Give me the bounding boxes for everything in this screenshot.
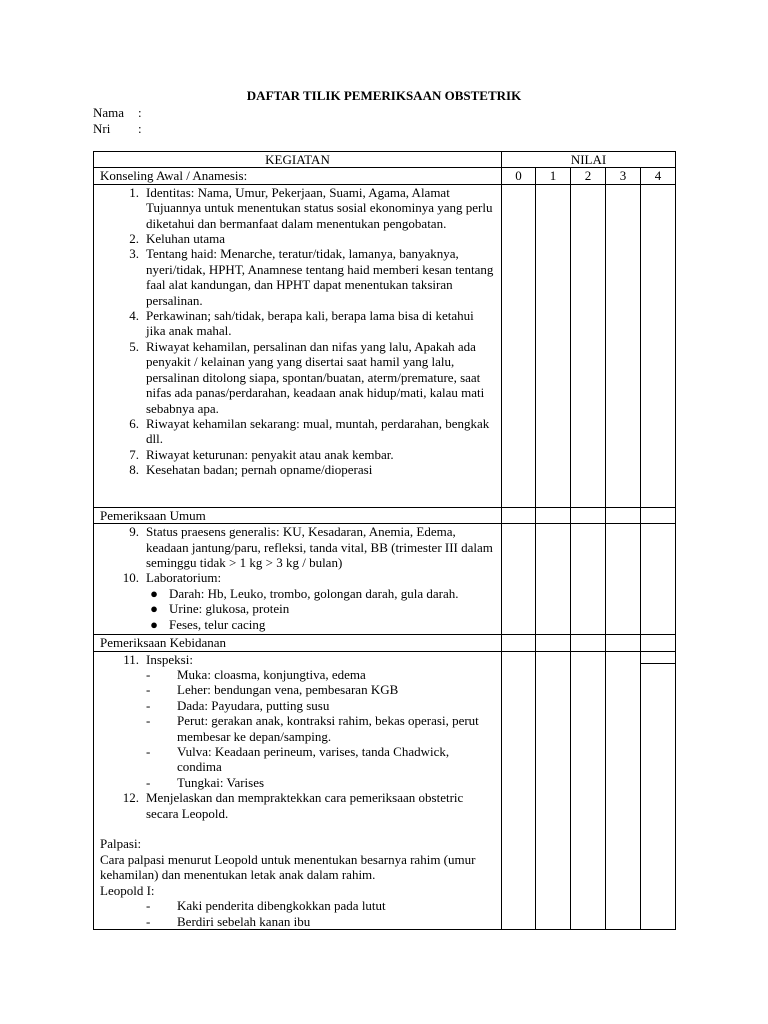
bullet-item: ● Feses, telur cacing bbox=[100, 617, 495, 632]
field-nri-label: Nri bbox=[93, 121, 111, 136]
score-cell[interactable] bbox=[606, 651, 641, 929]
section-title-kebidanan: Pemeriksaan Kebidanan bbox=[94, 635, 502, 651]
score-cell[interactable] bbox=[571, 184, 606, 507]
section-kebidanan-content bbox=[94, 651, 502, 929]
score-cell[interactable] bbox=[571, 635, 606, 651]
dash-item: - Tungkai: Varises bbox=[146, 774, 265, 790]
list-item: 12. Menjelaskan dan mempraktekkan cara pemeriksaan obstetric secara Leopold. bbox=[122, 790, 464, 821]
bullet-icon: ● bbox=[150, 616, 158, 632]
field-nri bbox=[93, 121, 142, 136]
field-nama-label: Nama bbox=[93, 105, 125, 120]
score-cell[interactable] bbox=[571, 524, 606, 635]
score-cell[interactable] bbox=[536, 635, 571, 651]
list-item: 6. Riwayat kehamilan sekarang: mual, muntah, perdarahan, bengkak dll. bbox=[129, 415, 490, 447]
score-cell[interactable] bbox=[606, 184, 641, 507]
score-cell[interactable] bbox=[502, 635, 536, 651]
checklist-table bbox=[93, 151, 676, 930]
dash-item: - Kaki penderita dibengkokkan pada lutut bbox=[146, 898, 386, 914]
score-cell[interactable] bbox=[536, 507, 571, 523]
dash-item: - Dada: Payudara, putting susu bbox=[146, 697, 330, 713]
header-kegiatan: KEGIATAN bbox=[94, 152, 502, 168]
score-cell[interactable] bbox=[502, 507, 536, 523]
score-cell[interactable] bbox=[641, 524, 676, 635]
dash-item: - Vulva: Keadaan perineum, varises, tanda Chadwick, condima bbox=[146, 744, 450, 775]
document-title: DAFTAR TILIK PEMERIKSAAN OBSTETRIK bbox=[246, 88, 522, 103]
score-header-4: 4 bbox=[641, 168, 676, 184]
bullet-icon: ● bbox=[150, 601, 158, 617]
section-title-konseling: Konseling Awal / Anamesis: bbox=[94, 168, 502, 184]
list-item: 11. Inspeksi: bbox=[123, 651, 193, 667]
list-item: 10. Laboratorium: bbox=[122, 570, 222, 586]
score-divider bbox=[641, 663, 675, 664]
score-cell[interactable] bbox=[502, 651, 536, 929]
list-item: 1. Identitas: Nama, Umur, Pekerjaan, Suami, Agama, Alamat Tujuannya untuk menentukan status sosial ekonominya yang perlu diketahui dan bermanfaat dalam menentukan pengobatan. bbox=[129, 184, 493, 231]
field-nri-sep: : bbox=[138, 121, 142, 136]
dash-item: - Perut: gerakan anak, kontraksi rahim, bekas operasi, perut membesar ke depan/samping. bbox=[146, 713, 479, 744]
score-cell[interactable] bbox=[641, 184, 676, 507]
list-item: 5. Riwayat kehamilan, persalinan dan nifas yang lalu, Apakah ada penyakit / kelainan yang yang disertai saat hamil yang lalu, persalinan ditolong siapa, spontan/buatan, aterm/premature, saat nifas ada panas/perdarahan, keadaan anak hidup/mati, kalau mati sebabnya apa. bbox=[129, 338, 485, 416]
list-item: 2. Keluhan utama bbox=[129, 231, 226, 247]
palpasi-text: Cara palpasi menurut Leopold untuk menentukan besarnya rahim (umur kehamilan) dan menentukan letak anak dalam rahim. bbox=[100, 851, 476, 883]
bullet-item: ● Darah: Hb, Leuko, trombo, golongan darah, gula darah. bbox=[100, 586, 495, 601]
score-cell[interactable] bbox=[536, 651, 571, 929]
score-cell[interactable] bbox=[502, 184, 536, 507]
score-cell[interactable] bbox=[536, 184, 571, 507]
score-cell[interactable] bbox=[641, 507, 676, 523]
score-cell[interactable] bbox=[571, 507, 606, 523]
dash-item: - Berdiri sebelah kanan ibu bbox=[146, 913, 311, 929]
score-header-1: 1 bbox=[536, 168, 571, 184]
score-cell[interactable] bbox=[606, 635, 641, 651]
score-header-0: 0 bbox=[502, 168, 536, 184]
list-item: 8. Kesehatan badan; pernah opname/dioperasi bbox=[129, 462, 373, 478]
score-header-3: 3 bbox=[606, 168, 641, 184]
field-nama bbox=[93, 105, 142, 120]
dash-item: - Leher: bendungan vena, pembesaran KGB bbox=[146, 682, 399, 698]
list-item: 3. Tentang haid: Menarche, teratur/tidak, lamanya, banyaknya, nyeri/tidak, HPHT, Anamnese tentang haid memberi kesan tentang faal alat kandungan, dan HPHT dapat menentukan taksiran persalinan. bbox=[129, 246, 494, 308]
list-item: 9. Status praesens generalis: KU, Kesadaran, Anemia, Edema, keadaan jantung/paru, refleksi, tanda vital, BB (trimester III dalam seminggu tidak > 1 kg > 3 kg / bulan) bbox=[129, 524, 493, 571]
bullet-icon: ● bbox=[150, 585, 158, 601]
list-item: 4. Perkawinan; sah/tidak, berapa kali, berapa lama bisa di ketahui jika anak mahal. bbox=[129, 308, 474, 339]
score-cell[interactable] bbox=[536, 524, 571, 635]
section-title-umum: Pemeriksaan Umum bbox=[94, 507, 502, 523]
section-umum-content bbox=[94, 524, 502, 635]
leopold-title: Leopold I: bbox=[100, 882, 155, 898]
dash-item: - Muka: cloasma, konjungtiva, edema bbox=[146, 667, 366, 683]
header-nilai: NILAI bbox=[502, 152, 676, 168]
list-item: 7. Riwayat keturunan: penyakit atau anak kembar. bbox=[129, 446, 394, 462]
score-cell[interactable] bbox=[606, 507, 641, 523]
section-konseling-content bbox=[94, 184, 502, 507]
field-nama-sep: : bbox=[138, 105, 142, 120]
score-cell[interactable] bbox=[571, 651, 606, 929]
bullet-item: ● Urine: glukosa, protein bbox=[100, 601, 495, 616]
score-cell[interactable] bbox=[502, 524, 536, 635]
palpasi-title: Palpasi: bbox=[100, 836, 142, 852]
score-header-2: 2 bbox=[571, 168, 606, 184]
score-cell[interactable] bbox=[606, 524, 641, 635]
score-cell[interactable] bbox=[641, 651, 676, 929]
score-cell[interactable] bbox=[641, 635, 676, 651]
